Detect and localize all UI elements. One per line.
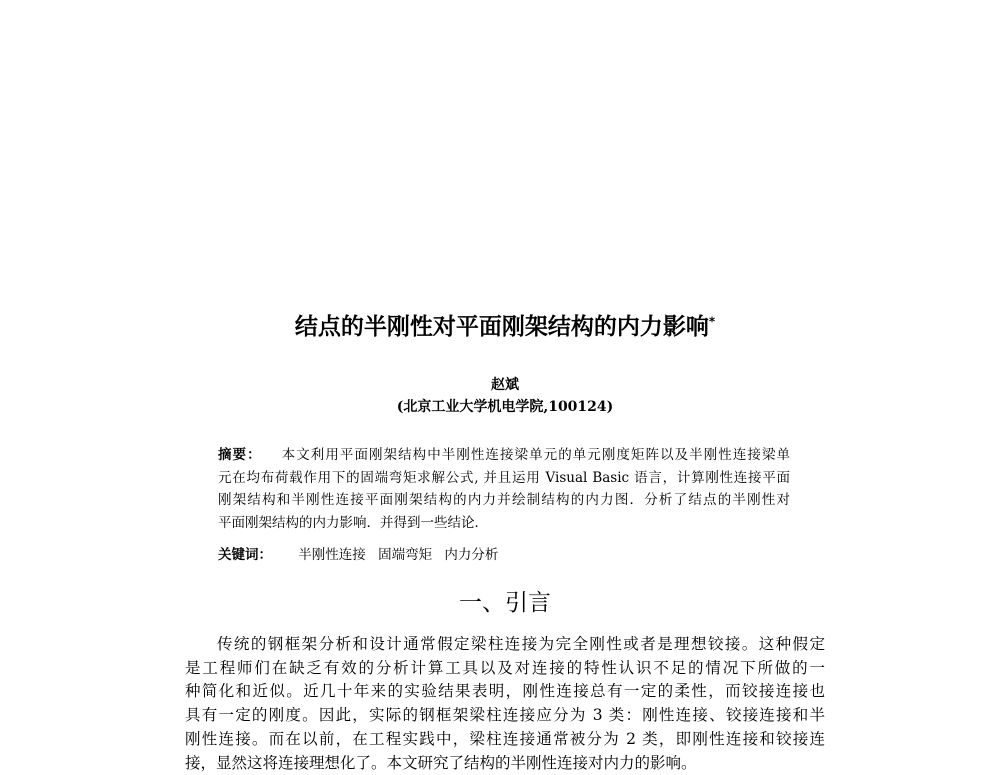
body-line: 是工程师们在缺乏有效的分析计算工具以及对连接的特性认识不足的情况下所做的一 [185,658,825,677]
body-line: 刚性连接。而在以前，在工程实践中，梁柱连接通常被分为 2 类，即刚性连接和铰接连 [185,729,825,748]
abstract-line: 元在均布荷载作用下的固端弯矩求解公式, 并且运用 Visual Basic 语言，计算刚性连接平面 [218,469,790,486]
title-text: 结点的半刚性对平面刚架结构的内力影响 [294,314,709,340]
footnote-mark: * [708,314,716,329]
keyword: 固端弯矩 [378,547,433,563]
abstract-text: 本文利用平面刚架结构中半刚性连接梁单元的单元刚度矩阵以及半刚性连接梁单 [281,447,791,463]
body-line: 接，显然这将连接理想化了。本文研究了结构的半刚性连接对内力的影响。 [185,753,697,772]
section-heading: 一、引言 [459,590,551,616]
body-line: 传统的钢框架分析和设计通常假定梁柱连接为完全刚性或者是理想铰接。这种假定 [217,635,825,653]
abstract-line [218,444,790,467]
body-line: 种简化和近似。近几十年来的实验结果表明，刚性连接总有一定的柔性，而铰接连接也 [185,682,825,701]
abstract-line: 刚架结构和半刚性连接平面刚架结构的内力并绘制结构的内力图．分析了结点的半刚性对 [218,492,790,508]
abstract-label: 摘要： [218,447,262,463]
affiliation: (北京工业大学机电学院,100124) [396,399,614,415]
body-line: 具有一定的刚度。因此，实际的钢框架梁柱连接应分为 3 类：刚性连接、铰接连接和半 [185,706,825,725]
abstract [218,444,790,534]
keywords-label: 关键词： [218,547,272,563]
keyword: 半刚性连接 [298,547,366,563]
author: 赵斌 [491,377,519,393]
body-paragraph [185,633,825,775]
paper-title [0,308,1000,341]
keywords [218,543,506,563]
abstract-line: 平面刚架结构的内力影响．并得到一些结论． [218,514,488,531]
keyword: 内力分析 [444,547,499,563]
